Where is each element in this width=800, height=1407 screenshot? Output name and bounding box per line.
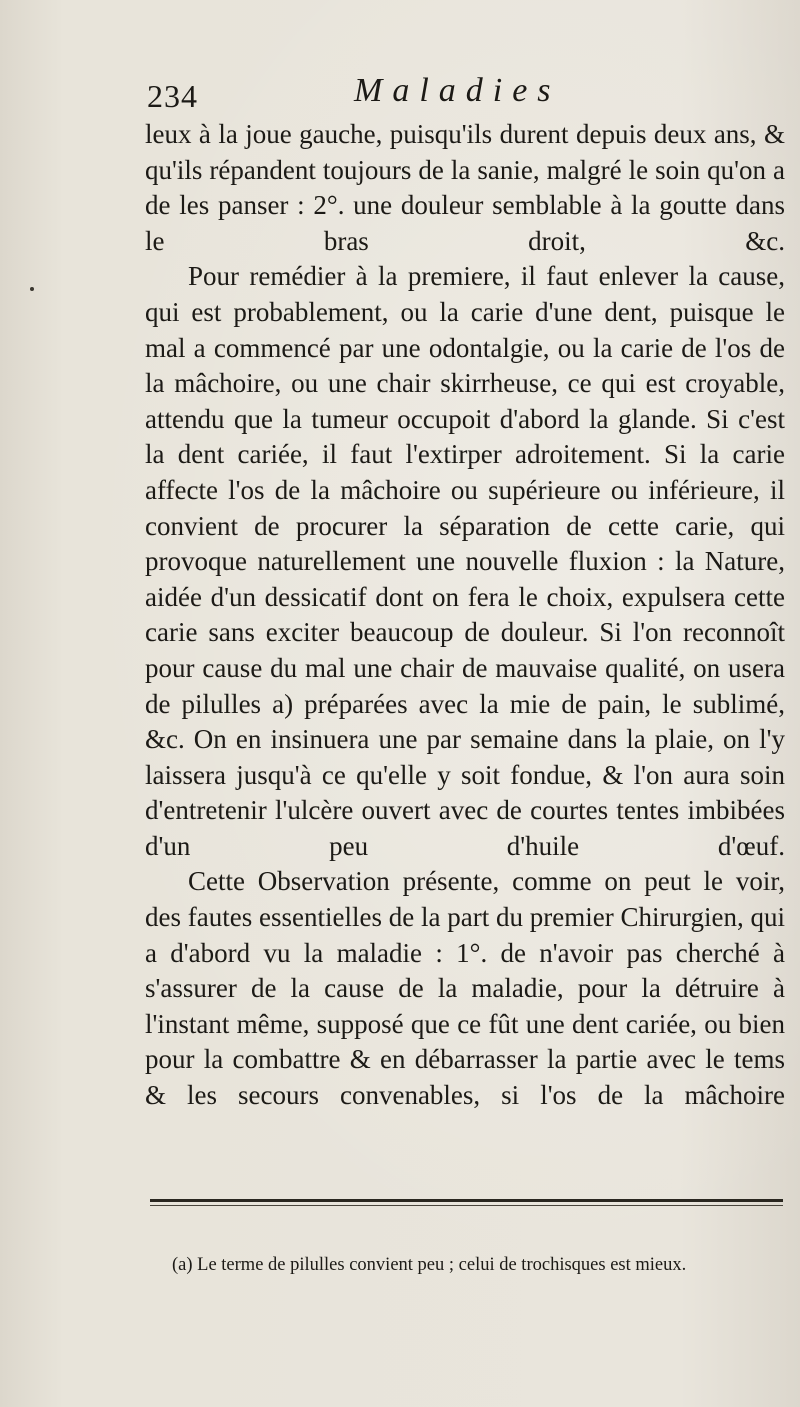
body-text (145, 117, 785, 1114)
paragraph-continuation: leux à la joue gauche, puisqu'ils durent depuis deux ans, & qu'ils répandent toujours de la sanie, malgré le soin qu'on a de les panser : 2°. une douleur semblable à la goutte dans le bras droit, &c. (145, 119, 785, 256)
running-title: Maladies (354, 72, 561, 109)
paragraph-remedy: Pour remédier à la premiere, il faut enlever la cause, qui est probablement, ou la carie d'une dent, puisque le mal a commencé par une odontalgie, ou la carie de l'os de la mâchoire, ou une chair skirrheuse, ce qui est croyable, attendu que la tumeur occupoit d'abord la glande. Si c'est la dent cariée, il faut l'extirper adroitement. Si la carie affecte l'os de la mâchoire ou supérieure ou inférieure, il convient de procurer la séparation de cette carie, qui provoque naturellement une nouvelle fluxion : la Nature, aidée d'un dessicatif dont on fera le choix, expulsera cette carie sans exciter beaucoup de douleur. Si l'on reconnoît pour cause du mal une chair de mauvaise qualité, on usera de pilulles a) préparées avec la mie de pain, le sublimé, &c. On en insinuera une par semaine dans la plaie, on l'y laissera jusqu'à ce qu'elle y soit fondue, & l'on aura soin d'entretenir l'ulcère ouvert avec de courtes tentes imbibées d'un peu d'huile d'œuf. (145, 261, 785, 861)
footnote-rule (150, 1199, 783, 1202)
ink-speck (30, 287, 34, 291)
page-header (147, 70, 787, 120)
page-number: 234 (147, 78, 198, 114)
paragraph-observation: Cette Observation présente, comme on peut le voir, des fautes essentielles de la part du premier Chirurgien, qui a d'abord vu la maladie : 1°. de n'avoir pas cherché à s'assurer de la cause de la maladie, pour la détruire à l'instant même, supposé que ce fût une dent cariée, ou bien pour la combattre & en débarrasser la partie avec le tems & les secours convenables, si l'os de la mâchoire (145, 866, 785, 1111)
footnote-rule-thin (150, 1205, 783, 1206)
footnote: (a) Le terme de pilulles convient peu ; celui de trochisques est mieux. (172, 1254, 687, 1275)
